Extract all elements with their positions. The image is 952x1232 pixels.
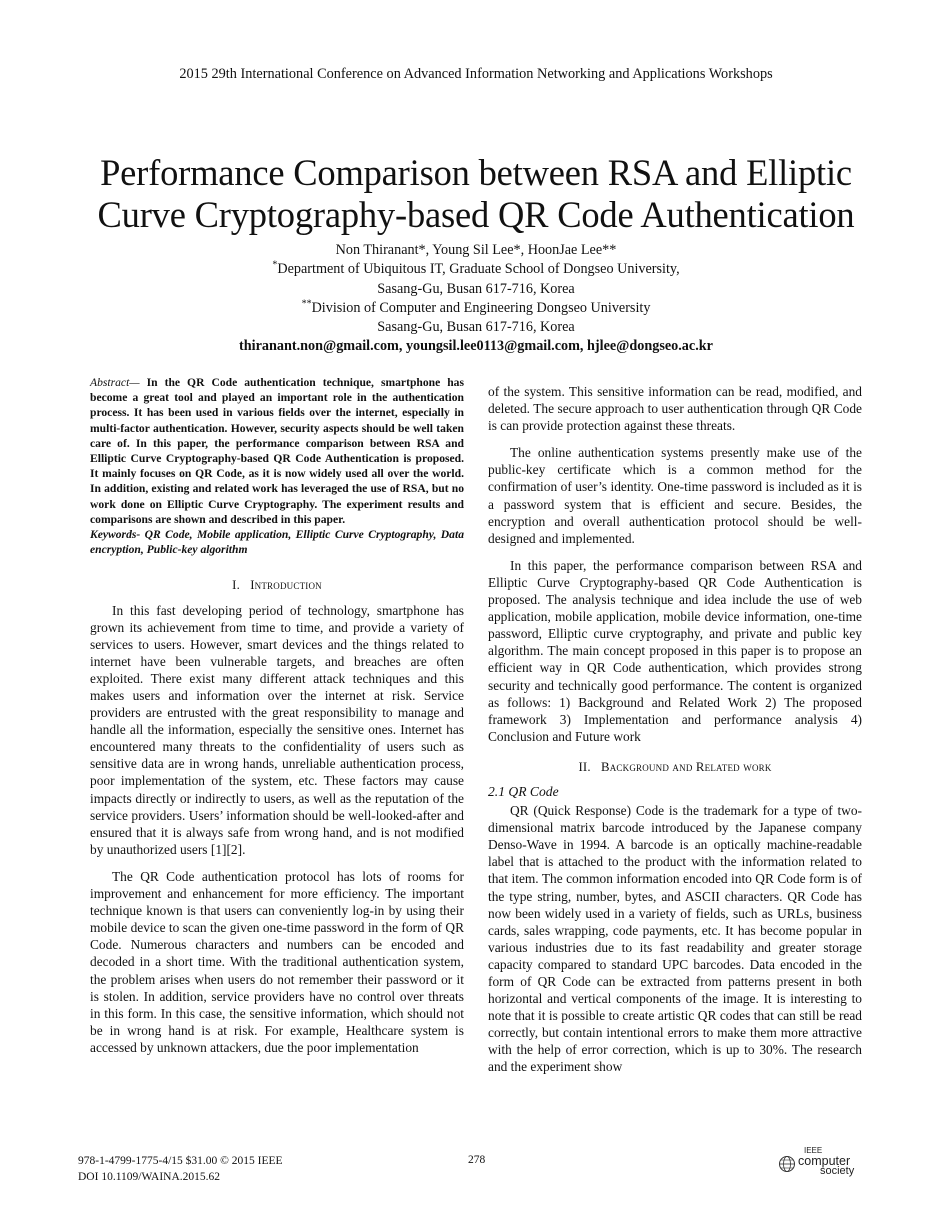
- conference-header: 2015 29th International Conference on Advanced Information Networking and Applications Workshops: [179, 66, 773, 82]
- author-names: Non Thiranant*, Young Sil Lee*, HoonJae Lee**: [335, 242, 617, 258]
- author-emails: thiranant.non@gmail.com, youngsil.lee0113@gmail.com, hjlee@dongseo.ac.kr: [239, 338, 713, 355]
- paper-title: [0, 152, 952, 236]
- author-block: [0, 241, 952, 357]
- logo-society-text: society: [820, 1165, 855, 1177]
- section-1-number: I.: [232, 578, 240, 593]
- affiliation-1-line-1: Department of Ubiquitous IT, Graduate School of Dongseo University,: [277, 261, 680, 278]
- intro-continuation: of the system. This sensitive information can be read, modified, and deleted. The secure approach to user authentication through QR Code is can provide protection against these threats.: [488, 384, 862, 434]
- abstract: [90, 375, 464, 527]
- section-1-heading: [90, 577, 464, 594]
- section-2-number: II.: [578, 759, 591, 774]
- footer-isbn: 978-1-4799-1775-4/15 $31.00 © 2015 IEEE: [78, 1155, 283, 1167]
- logo-ieee-text: IEEE: [804, 1146, 823, 1155]
- abstract-text: In the QR Code authentication technique, smartphone has become a great tool and played an important role in the authentication process. It has been used in various fields over the internet, especially in multi-factor authentication. However, security aspects should be well taken care of. In this paper, the performance comparison between RSA and Elliptic Curve Cryptography-based QR Code Authentication is proposed. It mainly focuses on QR Code, as it is now widely used all over the world. In addition, existing and related work has leveraged the use of RSA, but no work done on Elliptic Curve Cryptography. The experiment results and comparisons are shown and described in this paper.: [90, 376, 464, 526]
- section-2-heading: [488, 759, 862, 776]
- right-column: [488, 383, 862, 1076]
- intro-paragraph-3: The online authentication systems presently make use of the public-key certificate which is a common method for the confirmation of user’s identity. One-time password is included as it is a password system that is efficient and secure. Besides, the encryption and overall authentication protocol should be well-designed and implemented.: [488, 445, 862, 546]
- affiliation-2-mark: **: [301, 298, 312, 310]
- affiliation-2: [0, 299, 952, 318]
- intro-paragraph-4: In this paper, the performance comparison between RSA and Elliptic Curve Cryptography-based QR Code Authentication is proposed. The analysis technique and idea include the use of web application, mobile application, mobile device information, one-time password, Elliptic curve cryptography, and private and public key algorithm. The main concept proposed in this paper is to propose an efficient way in QR Code authentication, which provides strong security and technically good performance. The content is organized as follows: 1) Background and Related Work 2) The proposed framework 3) Implementation and performance analysis 4) Conclusion and Future work: [488, 557, 862, 744]
- ieee-computer-society-logo: [778, 1148, 864, 1178]
- keywords-label: Keywords-: [90, 528, 141, 542]
- intro-paragraph-2: The QR Code authentication protocol has lots of rooms for improvement and enhancement for more efficiency. The important technique known is that users can conveniently log-in by using their mobile device to scan the given one-time password in the form of QR Code. Numerous characters and numbers can be encoded and decoded in a short time. With the traditional authentication system, the problem arises when users do not remember their password or it is stolen. In addition, service providers have no control over threats in this form. In this case, the sensitive information, which should not be in wrong hand is at risk. For example, Healthcare system is accessed by unknown attackers, due the poor implementation: [90, 868, 464, 1055]
- intro-paragraph-1: In this fast developing period of technology, smartphone has grown its achievement from time to time, and provide a variety of services to users. However, smart devices and the things related to internet have been vulnerable targets, and breaches are often exploited. There exist many different attack techniques and this makes users and information over the internet at risk. Service providers are entrusted with the great responsibility to manage and handle all the information, especially the sensitive ones. Internet has encountered many threats to the confidentiality of users such as sensitive data are in wrong hands, unreliable authentication process, poor implementation of the system, etc. These factors may cause impacts directly or indirectly to users, as well as the reputation of the service providers. Users’ information should be well-looked-after and ensured that it is always safe from wrong hand, and is not modified by unauthorized users [1][2].: [90, 602, 464, 857]
- title-line-2: Curve Cryptography-based QR Code Authentication: [97, 194, 855, 235]
- abstract-label: Abstract—: [90, 376, 140, 389]
- affiliation-2-line-1: Division of Computer and Engineering Dongseo University: [311, 299, 651, 316]
- title-line-1: Performance Comparison between RSA and Elliptic: [100, 152, 852, 193]
- affiliation-1: [0, 260, 952, 279]
- keywords: [90, 527, 464, 557]
- subsection-2-1-heading: 2.1 QR Code: [488, 783, 559, 799]
- section-1-title: Introduction: [250, 578, 322, 593]
- qr-code-paragraph: QR (Quick Response) Code is the trademark for a type of two-dimensional matrix barcode introduced by the Japanese company Denso-Wave in 1994. A barcode is an optically machine-readable label that is attached to the product with the information related to that item. The common information encoded into QR Code form is of the type string, number, bytes, and ASCII characters. QR Code has now been widely used in a variety of fields, such as URLs, business cards, sales wrapping, code payments, etc. It has become popular in various industries due to its fast readability and greater storage capacity compared to standard UPC barcodes. Data encoded in the form of QR Code can be extracted from patterns present in both horizontal and vertical components of the image. It is interesting to note that it is possible to create artistic QR codes that can still be read correctly, but contain intentional errors to make them more attractive with the help of error correction, which is up to 30%. The research and the experiment show: [488, 803, 862, 1075]
- affiliation-1-address: Sasang-Gu, Busan 617-716, Korea: [377, 280, 575, 297]
- globe-icon: [778, 1155, 796, 1173]
- logo-computer-text: computer: [798, 1154, 851, 1168]
- affiliation-2-address: Sasang-Gu, Busan 617-716, Korea: [377, 319, 575, 336]
- affiliation-1-mark: *: [272, 259, 278, 271]
- page-number: 278: [468, 1154, 486, 1166]
- footer-publication-info: [78, 1154, 283, 1185]
- footer-doi: DOI 10.1109/WAINA.2015.62: [78, 1170, 221, 1183]
- keywords-text: QR Code, Mobile application, Elliptic Curve Cryptography, Data encryption, Public-key algorithm: [90, 528, 464, 557]
- section-2-title: Background and Related work: [600, 759, 772, 774]
- left-column: [90, 375, 464, 1056]
